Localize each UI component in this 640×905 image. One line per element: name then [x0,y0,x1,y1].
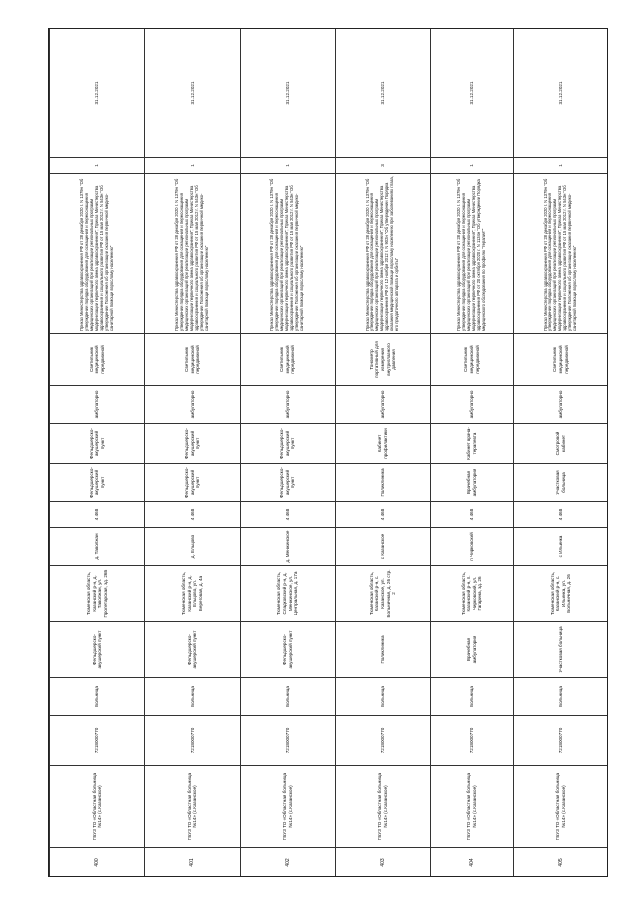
cell-department: Фельдшерско-акушерский пункт [145,464,240,502]
cell-care-condition: амбулаторно [335,386,430,424]
cell-row-number: 400 [50,848,145,878]
cell-equipment-name: Светильник медицинский передвижной [431,334,514,386]
cell-organization-type: Больница [240,678,335,716]
cell-row-number: 402 [240,848,335,878]
cell-oktmo-code: 4 468 [513,502,608,528]
table-row [335,29,430,878]
cell-department: Участковая больница [513,464,608,502]
cell-address: Тюменская область, Казанский р-н, п. Чирковский, ул. Гагарина, зд. 26 [431,566,514,622]
cell-structural-unit: Поликлиника [335,622,430,678]
table-row [240,29,335,878]
cell-oktmo-code: 4 468 [50,502,145,528]
cell-quantity: 1 [50,158,145,174]
cell-address: Тюменская область, Казанский р-н, д. Ельцово, ул. Береговая, д. 4а [145,566,240,622]
cell-care-condition: амбулаторно [145,386,240,424]
cell-organization-type: Больница [431,678,514,716]
cell-oktmo-code: 4 468 [431,502,514,528]
cell-equipment-name: Тонометр портативный для измерения внутриглазного давления [335,334,430,386]
cell-department: Врачебная амбулатория [431,464,514,502]
cell-care-condition: амбулаторно [513,386,608,424]
cell-regulatory-documents: Приказ Министерства здравоохранения РФ от 28 декабря 2020 г. N 1379н "Об утверждении порядка оборудования для оснащения и переоснащения медицинских организаций при реализации региональных программ модернизации первичного звена здравоохранения"; Приказ Министерства здравоохранения и социального развития РФ от 15 мая 2012 г. N 543н "Об утверждении Положения об организации оказания первичной медико-санитарной помощи взрослому населению" [50,174,145,334]
cell-quantity: 1 [145,158,240,174]
rotated-table-container [49,29,608,877]
cell-delivery-date: 31.12.2021 [50,29,145,158]
cell-organization-name: ГБУЗ ТО «Областная больница №14» (с.Казанское) [335,766,430,848]
cell-structural-unit: Врачебная амбулатория [431,622,514,678]
table-row [145,29,240,878]
cell-delivery-date: 31.12.2021 [513,29,608,158]
table-row [431,29,514,878]
cell-quantity: 1 [431,158,514,174]
cell-regulatory-documents: Приказ Министерства здравоохранения РФ от 28 декабря 2020 г. N 1379н "Об утверждении порядка оборудования для оснащения и переоснащения медицинских организаций при реализации региональных программ модернизации первичного звена здравоохранения"; Приказ Министерства здравоохранения и социального развития РФ от 15 мая 2012 г. N 543н "Об утверждении Положения об организации оказания первичной медико-санитарной помощи взрослому населению" [240,174,335,334]
cell-care-condition: амбулаторно [50,386,145,424]
cell-organization-type: Больница [513,678,608,716]
cell-structural-unit: Участковая больница [513,622,608,678]
equipment-table [49,28,608,877]
cell-department: Поликлиника [335,464,430,502]
cell-equipment-name: Светильник медицинский передвижной [145,334,240,386]
table-row [50,29,145,878]
cell-structural-unit: Фельдшерско-акушерский пункт [145,622,240,678]
cell-organization-name: ГБУЗ ТО «Областная больница №14» (с.Казанское) [513,766,608,848]
cell-quantity: 1 [240,158,335,174]
cell-organization-name: ГБУЗ ТО «Областная больница №14» (с.Казанское) [50,766,145,848]
cell-cabinet: Фельдшерско-акушерский пункт [145,424,240,464]
cell-equipment-name: Светильник медицинский передвижной [513,334,608,386]
cell-delivery-date: 31.12.2021 [145,29,240,158]
table-body [50,29,609,878]
cell-locality: п Чирковский [431,528,514,566]
cell-department: Фельдшерско-акушерский пункт [50,464,145,502]
cell-regulatory-documents: Приказ Министерства здравоохранения РФ от 28 декабря 2020 г. N 1379н "Об утверждении порядка оборудования для оснащения и переоснащения медицинских организаций при реализации региональных программ модернизации первичного звена здравоохранения"; Приказ Министерства здравоохранения и социального развития РФ от 15 мая 2012 г. N 543н "Об утверждении Положения об организации оказания первичной медико-санитарной помощи взрослому населению" [513,174,608,334]
cell-oktmo-code: 4 468 [145,502,240,528]
cell-address: Тюменская область, Казанский р-н, д. Таволжан, ул. Пролетарская, зд. 26Б [50,566,145,622]
cell-organization-inn: 7218000770 [431,716,514,766]
cell-department: Фельдшерско-акушерский пункт [240,464,335,502]
cell-regulatory-documents: Приказ Министерства здравоохранения РФ от 28 декабря 2020 г. N 1379н "Об утверждении порядка оборудования для оснащения и переоснащения медицинских организаций при реализации региональных программ модернизации первичного звена здравоохранения"; Приказ Министерства здравоохранения РФ от 12 ноября 2012 г. N 902н "Об утверждении Порядка оказания медицинской помощи взрослому населению при заболеваниях глаза, его придаточного аппарата и орбиты" [335,174,430,334]
cell-organization-type: Больница [335,678,430,716]
cell-quantity: 3 [335,158,430,174]
cell-locality: д. Менжинское [240,528,335,566]
cell-locality: с Ильинка [513,528,608,566]
cell-organization-inn: 7218000770 [145,716,240,766]
cell-organization-type: Больница [145,678,240,716]
cell-organization-inn: 7218000770 [240,716,335,766]
cell-locality: д. Ельцово [145,528,240,566]
cell-care-condition: амбулаторно [240,386,335,424]
cell-oktmo-code: 4 468 [240,502,335,528]
cell-cabinet: Кабинет профилактики [335,424,430,464]
cell-organization-inn: 7218000770 [513,716,608,766]
cell-regulatory-documents: Приказ Министерства здравоохранения РФ от 28 декабря 2020 г. N 1379н "Об утверждении порядка оборудования для оснащения и переоснащения медицинских организаций при реализации региональных программ модернизации первичного звена здравоохранения"; Приказ Министерства здравоохранения РФ от 20 октября 2020 г. N 1134н "Об утверждении Порядка медицинского обследования по профилю "терапия"" [431,174,514,334]
cell-row-number: 405 [513,848,608,878]
cell-organization-name: ГБУЗ ТО «Областная больница №14» (с.Казанское) [431,766,514,848]
cell-row-number: 404 [431,848,514,878]
cell-equipment-name: Светильник медицинский передвижной [240,334,335,386]
cell-organization-inn: 7218000770 [50,716,145,766]
cell-equipment-name: Светильник медицинский передвижной [50,334,145,386]
cell-delivery-date: 31.12.2021 [431,29,514,158]
cell-locality: с Казанское [335,528,430,566]
cell-organization-name: ГБУЗ ТО «Областная больница №14» (с.Казанское) [145,766,240,848]
cell-address: Тюменская область, Казанский р-н, с. Казанское, ул. Больничная, д. 26 стр. 2 [335,566,430,622]
table-row [513,29,608,878]
cell-quantity: 1 [513,158,608,174]
cell-organization-inn: 7218000770 [335,716,430,766]
cell-row-number: 401 [145,848,240,878]
cell-cabinet: Фельдшерско-акушерский пункт [240,424,335,464]
cell-organization-type: Больница [50,678,145,716]
cell-organization-name: ГБУЗ ТО «Областная больница №14» (с.Казанское) [240,766,335,848]
cell-delivery-date: 31.12.2021 [335,29,430,158]
cell-locality: д. Таволжан [50,528,145,566]
cell-cabinet: Кабинет врача-терапевта [431,424,514,464]
cell-address: Тюменская область, Сладковский р-н, д. Менжинское, ул. Центральная, д. 17а [240,566,335,622]
cell-row-number: 403 [335,848,430,878]
cell-cabinet: Смотровой кабинет [513,424,608,464]
equipment-table-sheet [48,28,608,877]
cell-oktmo-code: 4 468 [335,502,430,528]
cell-structural-unit: Фельдшерско-акушерский пункт [240,622,335,678]
cell-delivery-date: 31.12.2021 [240,29,335,158]
cell-regulatory-documents: Приказ Министерства здравоохранения РФ от 28 декабря 2020 г. N 1379н "Об утверждении порядка оборудования для оснащения и переоснащения медицинских организаций при реализации региональных программ модернизации первичного звена здравоохранения"; Приказ Министерства здравоохранения и социального развития РФ от 15 мая 2012 г. N 543н "Об утверждении Положения об организации оказания первичной медико-санитарной помощи взрослому населению" [145,174,240,334]
cell-care-condition: амбулаторно [431,386,514,424]
cell-cabinet: Фельдшерско-акушерский пункт [50,424,145,464]
cell-address: Тюменская область, Казанский р-н, с. Ильинка, ул. Больничная, д. 26 [513,566,608,622]
cell-structural-unit: Фельдшерско-акушерский пункт [50,622,145,678]
